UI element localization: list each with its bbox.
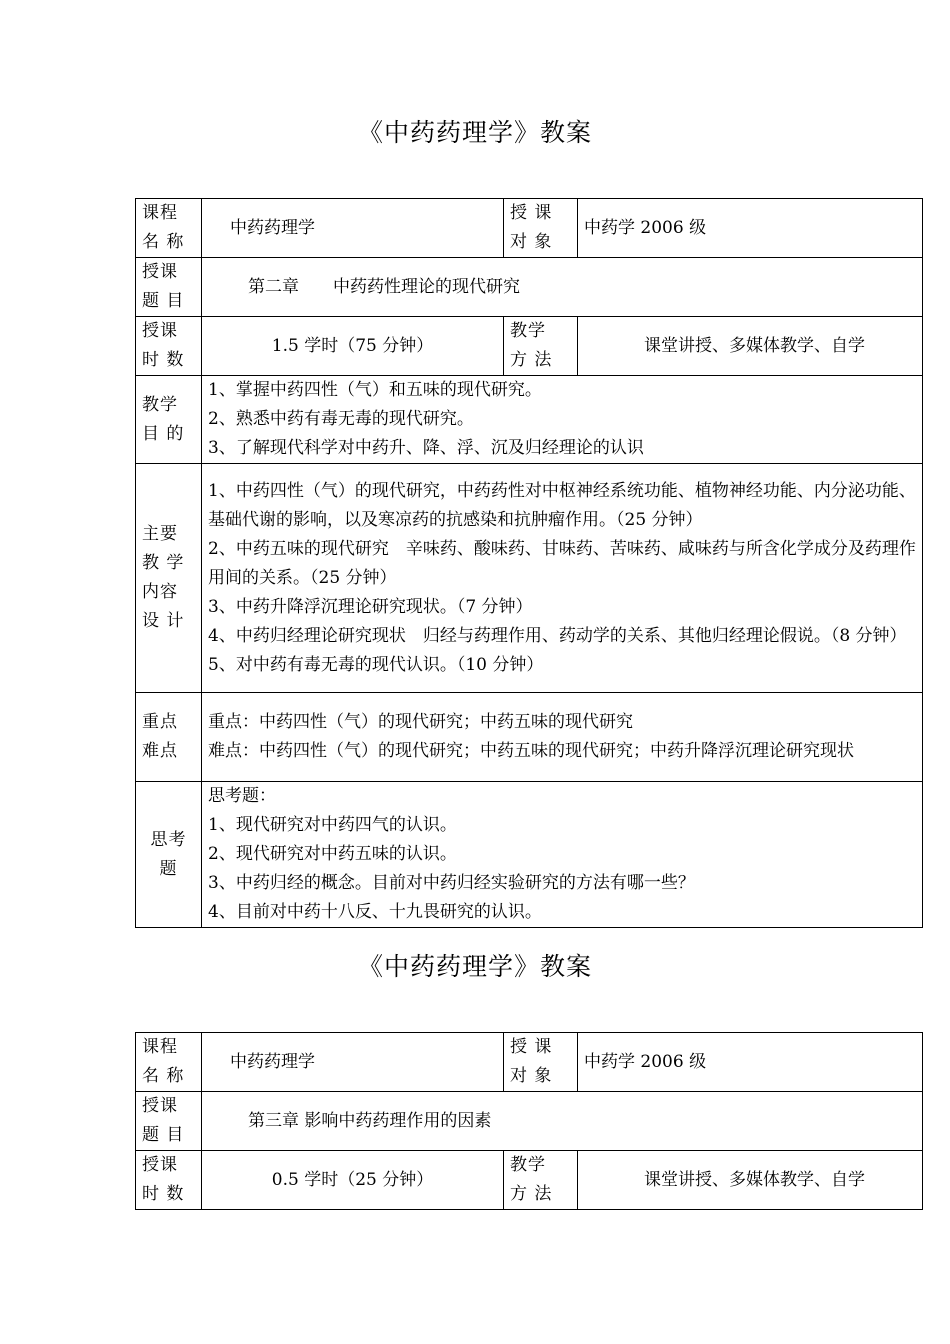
method-value: 课堂讲授、多媒体教学、自学 — [578, 1151, 923, 1210]
topic-value: 第三章 影响中药药理作用的因素 — [202, 1092, 923, 1151]
hours-label: 授课 时 数 — [136, 1151, 202, 1210]
course-name-value: 中药药理学 — [202, 1033, 504, 1092]
audience-label: 授 课 对 象 — [504, 199, 578, 258]
content-label: 主要 教 学 内容 设 计 — [136, 464, 202, 693]
topic-label: 授课 题 目 — [136, 1092, 202, 1151]
hours-value: 0.5 学时（25 分钟） — [202, 1151, 504, 1210]
question-item: 思考题： — [208, 786, 276, 806]
course-name-label: 课程 名 称 — [136, 199, 202, 258]
topic-value: 第二章 中药药性理论的现代研究 — [202, 258, 923, 317]
course-name-value: 中药药理学 — [202, 199, 504, 258]
questions-value — [202, 782, 923, 928]
question-item: 4、目前对中药十八反、十九畏研究的认识。 — [208, 902, 542, 922]
objectives-label: 教学 目 的 — [136, 376, 202, 464]
questions-label: 思考 题 — [136, 782, 202, 928]
keypoints-value — [202, 693, 923, 782]
content-item: 2、中药五味的现代研究 辛味药、酸味药、甘味药、苦味药、咸味药与所含化学成分及药理作用间的关系。（25 分钟） — [208, 538, 916, 588]
audience-value: 中药学 2006 级 — [578, 199, 923, 258]
keypoint-item: 难点：中药四性（气）的现代研究；中药五味的现代研究；中药升降浮沉理论研究现状 — [208, 741, 854, 761]
content-item: 3、中药升降浮沉理论研究现状。（7 分钟） — [208, 596, 533, 617]
audience-label: 授 课 对 象 — [504, 1033, 578, 1092]
objective-item: 2、熟悉中药有毒无毒的现代研究。 — [208, 409, 474, 429]
plan2-table — [135, 1032, 923, 1210]
hours-label: 授课 时 数 — [136, 317, 202, 376]
method-label: 教学 方 法 — [504, 317, 578, 376]
question-item: 3、中药归经的概念。目前对中药归经实验研究的方法有哪一些？ — [208, 873, 695, 893]
keypoints-label: 重点 难点 — [136, 693, 202, 782]
objective-item: 3、了解现代科学对中药升、降、浮、沉及归经理论的认识 — [208, 438, 644, 458]
hours-value: 1.5 学时（75 分钟） — [202, 317, 504, 376]
topic-label: 授课 题 目 — [136, 258, 202, 317]
plan1-table — [135, 198, 923, 928]
audience-value: 中药学 2006 级 — [578, 1033, 923, 1092]
course-name-label: 课程 名 称 — [136, 1033, 202, 1092]
keypoint-item: 重点：中药四性（气）的现代研究；中药五味的现代研究 — [208, 712, 633, 732]
content-item: 4、中药归经理论研究现状 归经与药理作用、药动学的关系、其他归经理论假说。（8 分钟） — [208, 625, 907, 646]
plan2-title: 《中药药理学》教案 — [357, 952, 592, 981]
question-item: 2、现代研究对中药五味的认识。 — [208, 844, 457, 864]
content-item: 1、中药四性（气）的现代研究，中药药性对中枢神经系统功能、植物神经功能、内分泌功能、基础代谢的影响，以及寒凉药的抗感染和抗肿瘤作用。（25 分钟） — [208, 480, 916, 530]
method-label: 教学 方 法 — [504, 1151, 578, 1210]
objective-item: 1、掌握中药四性（气）和五味的现代研究。 — [208, 380, 542, 400]
plan1-title: 《中药药理学》教案 — [357, 118, 592, 147]
content-item: 5、对中药有毒无毒的现代认识。（10 分钟） — [208, 654, 544, 675]
objectives-value — [202, 376, 923, 464]
content-value — [202, 464, 923, 693]
method-value: 课堂讲授、多媒体教学、自学 — [578, 317, 923, 376]
question-item: 1、现代研究对中药四气的认识。 — [208, 815, 457, 835]
